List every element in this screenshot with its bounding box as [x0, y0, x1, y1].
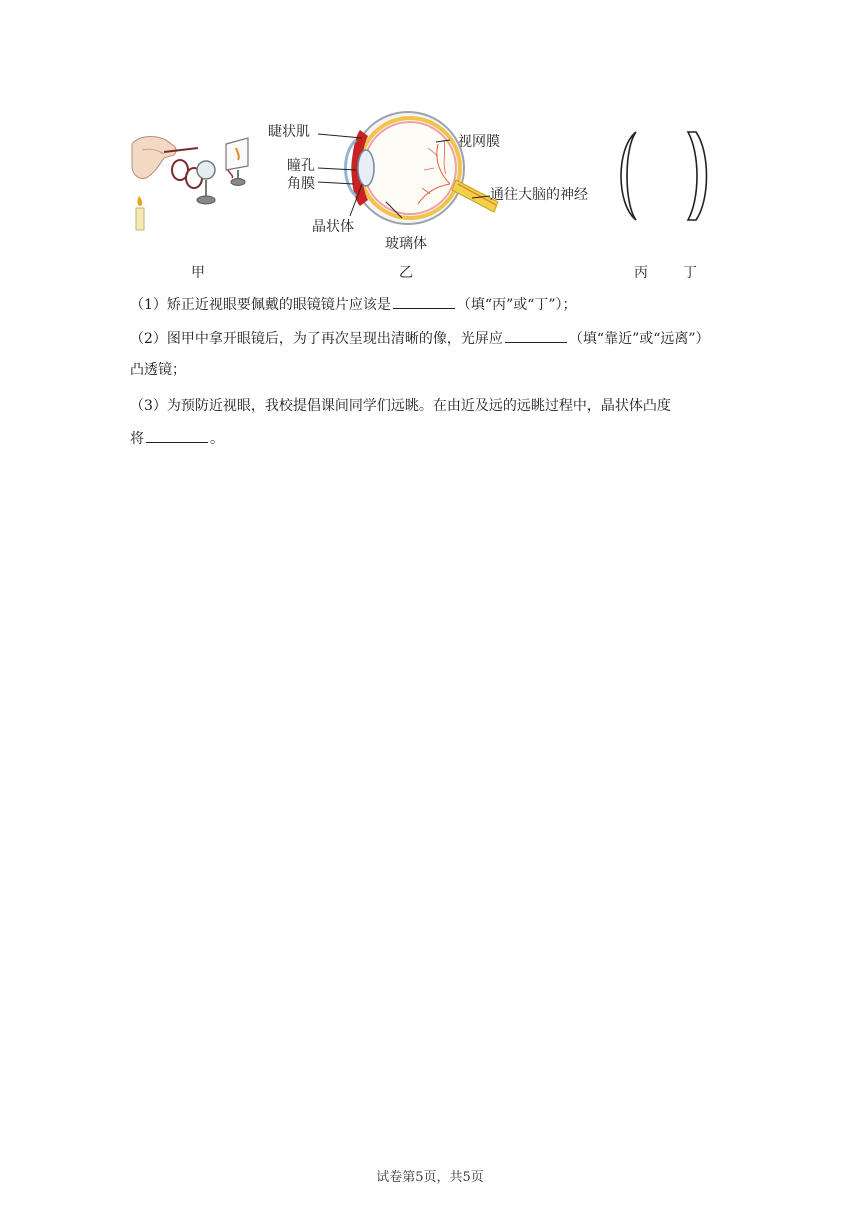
question-3-line2-text: 将: [130, 431, 144, 447]
caption-yi: 乙: [399, 265, 413, 281]
question-3-end: 。: [210, 431, 224, 447]
question-2-text: （2）图甲中拿开眼镜后，为了再次呈现出清晰的像，光屏应: [130, 331, 503, 347]
caption-ding: 丁: [683, 265, 697, 281]
label-ciliary-muscle: 睫状肌: [268, 124, 310, 140]
caption-jia: 甲: [191, 265, 205, 281]
question-1-text: （1）矫正近视眼要佩戴的眼镜镜片应该是: [130, 297, 391, 313]
answer-blank-3[interactable]: [146, 428, 208, 443]
question-3: [130, 396, 671, 416]
page-footer: 试卷第5页，共5页: [376, 1170, 484, 1185]
answer-blank-2[interactable]: [505, 328, 567, 343]
figure-ding-lens: [684, 128, 714, 224]
question-1-hint: （填“丙”或“丁”）；: [456, 297, 577, 313]
question-2-line2: 凸透镜；: [130, 362, 186, 378]
label-nerve: 通往大脑的神经: [490, 187, 588, 203]
label-pupil: 瞳孔: [287, 158, 315, 174]
question-2-hint: （填“靠近”或“远离”）: [568, 331, 710, 347]
answer-blank-1[interactable]: [393, 294, 455, 309]
caption-bing: 丙: [634, 265, 648, 281]
label-retina: 视网膜: [458, 134, 500, 150]
figure-bing-lens: [612, 128, 640, 224]
label-lens: 晶状体: [312, 219, 354, 235]
label-cornea: 角膜: [287, 176, 315, 192]
question-2: [130, 328, 710, 349]
question-3-text: （3）为预防近视眼，我校提倡课间同学们远眺。在由近及远的远眺过程中，晶状体凸度: [130, 398, 671, 414]
label-vitreous: 玻璃体: [385, 236, 427, 252]
figure-jia-experiment: [128, 130, 258, 235]
question-3-line2: [130, 428, 224, 449]
question-1: [130, 294, 577, 315]
